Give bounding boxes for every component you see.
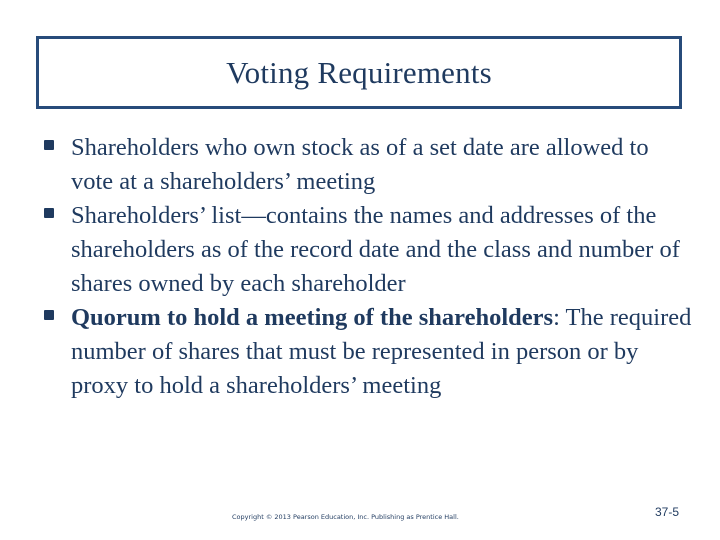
title-box [36,36,682,109]
bullet-item [44,301,694,403]
bullet-item [44,199,694,301]
bullet-term: Quorum to hold a meeting of the shareholders [71,304,554,331]
slide-title: Voting Requirements [226,54,492,90]
bullet-text: The required number of shares that must be represented in person or by proxy to hold a shareholders’ meeting [71,304,692,399]
footer-copyright: Copyright © 2013 Pearson Education, Inc. Publishing as Prentice Hall. [232,513,459,521]
bullet-text: Shareholders who own stock as of a set date are allowed to vote at a shareholders’ meeting [71,134,649,195]
bullet-item [44,131,694,199]
bullet-list [44,131,694,403]
square-bullet-icon [44,140,54,150]
square-bullet-icon [44,310,54,320]
bullet-text: Shareholders’ list—contains the names and addresses of the shareholders as of the record date and the class and number of shares owned by each shareholder [71,202,680,297]
page-number: 37-5 [655,505,680,519]
square-bullet-icon [44,208,54,218]
bullet-separator: : [553,304,560,331]
